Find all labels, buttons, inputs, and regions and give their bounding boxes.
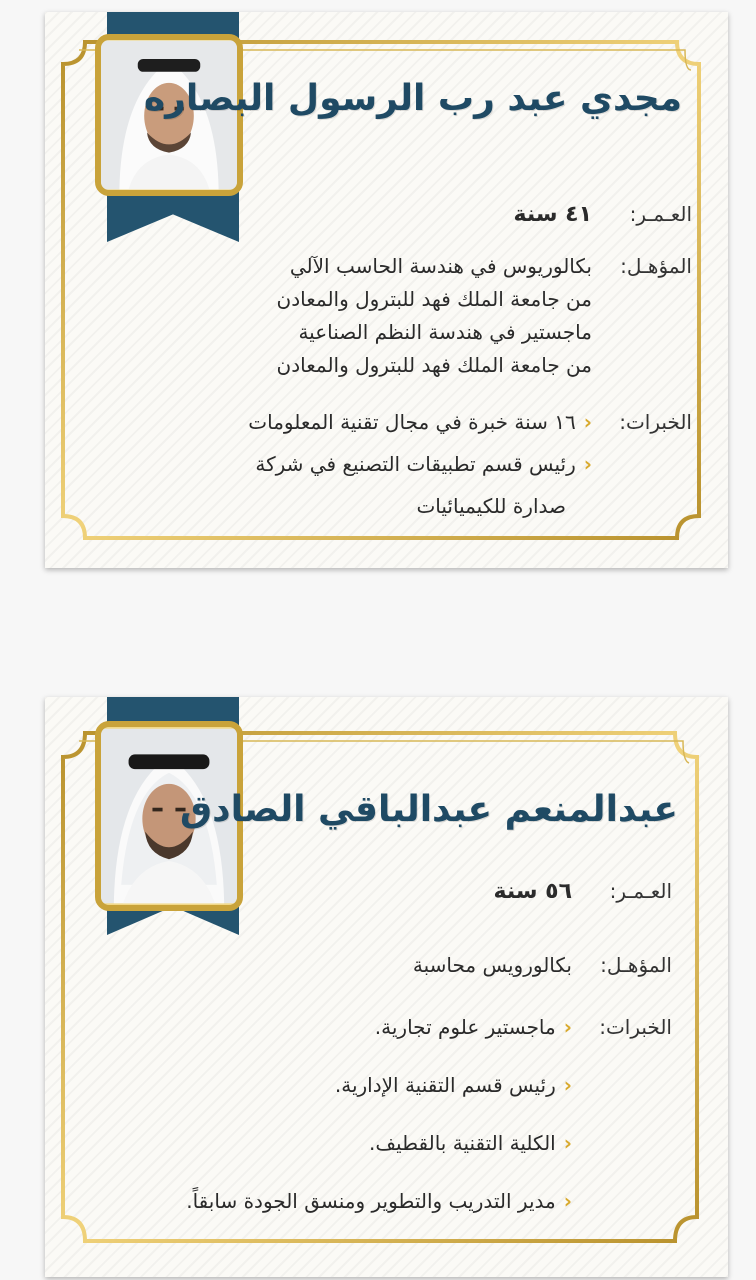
qualification-row xyxy=(277,250,692,382)
qualification-label: المؤهـل: xyxy=(600,953,672,977)
experience-text: مدير التدريب والتطوير ومنسق الجودة سابقاً. xyxy=(186,1189,556,1213)
experience-label: الخبرات: xyxy=(619,410,692,434)
age-value: ٤١ سنة xyxy=(513,202,592,227)
qualification-list xyxy=(277,250,592,382)
experience-list xyxy=(248,408,592,520)
experience-text: الكلية التقنية بالقطيف. xyxy=(368,1131,556,1155)
age-label: العـمـر: xyxy=(609,879,672,903)
chevron-left-icon: ‹ xyxy=(563,1015,572,1039)
qualification-line: ماجستير في هندسة النظم الصناعية xyxy=(298,320,592,344)
qualification-label: المؤهـل: xyxy=(620,254,692,278)
experience-text: رئيس قسم التقنية الإدارية. xyxy=(334,1073,556,1097)
age-row xyxy=(494,879,672,904)
chevron-left-icon: ‹ xyxy=(583,410,592,434)
chevron-left-icon: ‹ xyxy=(563,1073,572,1097)
list-item xyxy=(186,1071,572,1099)
experience-text: ١٦ سنة خبرة في مجال تقنية المعلومات xyxy=(248,410,576,434)
age-value: ٥٦ سنة xyxy=(493,879,572,904)
list-item xyxy=(186,1013,572,1041)
qualification-row xyxy=(413,953,672,977)
age-label: العـمـر: xyxy=(629,202,692,226)
qualification-line: من جامعة الملك فهد للبترول والمعادن xyxy=(276,287,592,311)
profile-card-1 xyxy=(45,12,728,568)
list-item xyxy=(248,408,592,436)
chevron-left-icon: ‹ xyxy=(563,1189,572,1213)
qualification-line: بكالورويس محاسبة xyxy=(412,953,572,977)
experience-row xyxy=(186,1013,672,1215)
experience-label: الخبرات: xyxy=(599,1015,672,1039)
qualification-line: بكالوريوس في هندسة الحاسب الآلي xyxy=(289,254,592,278)
experience-list xyxy=(186,1013,572,1215)
age-row xyxy=(514,202,692,227)
profile-card-2 xyxy=(45,697,728,1277)
list-item xyxy=(186,1187,572,1215)
person-name: عبدالمنعم عبدالباقي الصادق xyxy=(179,789,678,830)
chevron-left-icon: ‹ xyxy=(583,452,592,476)
list-item xyxy=(186,1129,572,1157)
list-item xyxy=(248,450,592,478)
chevron-left-icon: ‹ xyxy=(563,1131,572,1155)
experience-text: صدارة للكيميائيات xyxy=(416,494,566,518)
person-name: مجدي عبد رب الرسول البصاره xyxy=(143,78,682,119)
experience-text: ماجستير علوم تجارية. xyxy=(374,1015,556,1039)
qualification-line: من جامعة الملك فهد للبترول والمعادن xyxy=(276,353,592,377)
experience-row xyxy=(248,408,692,520)
list-item-continuation xyxy=(248,492,592,520)
experience-text: رئيس قسم تطبيقات التصنيع في شركة xyxy=(255,452,576,476)
